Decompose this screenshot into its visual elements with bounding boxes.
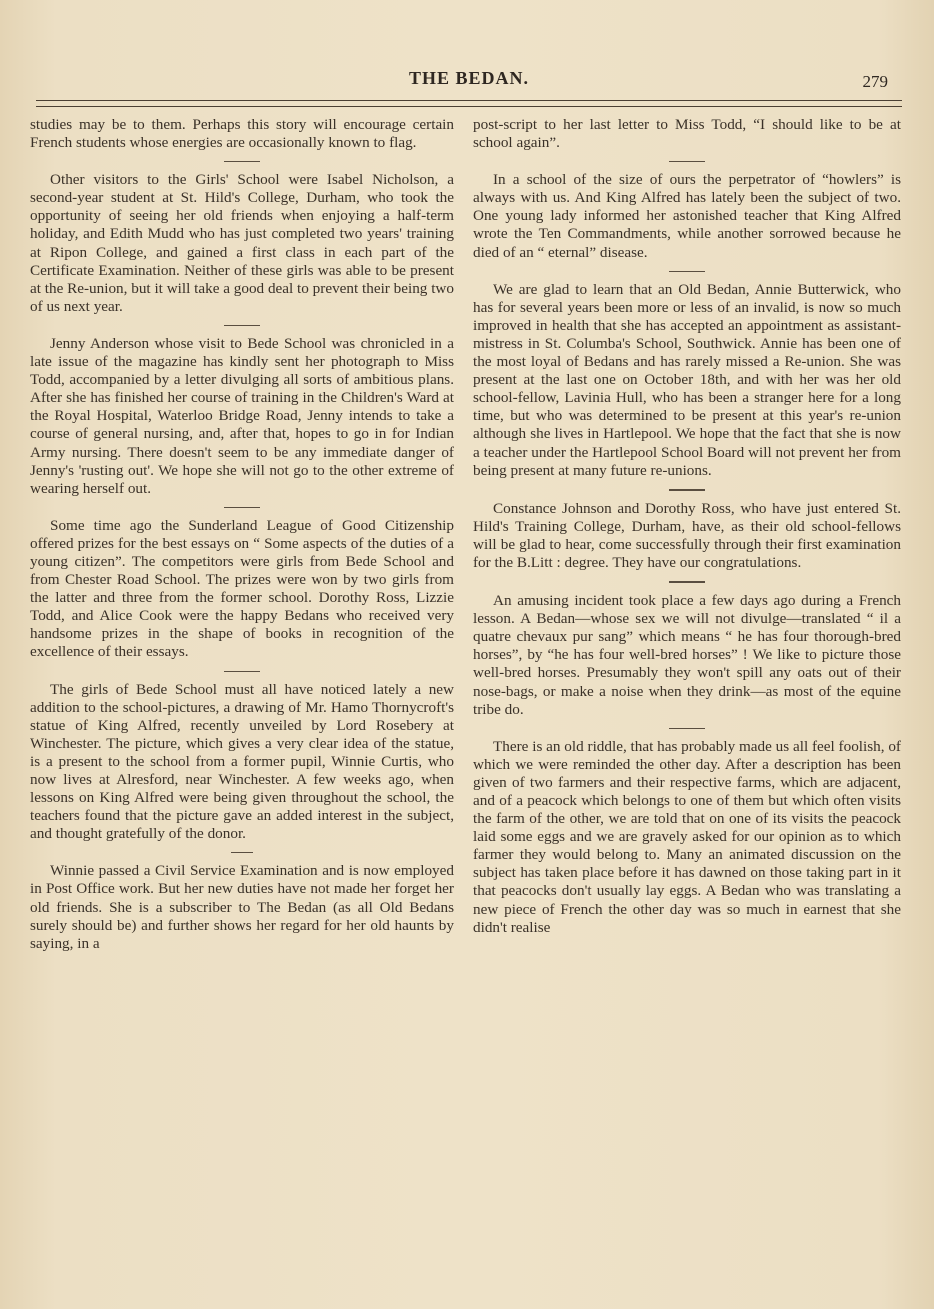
running-header bbox=[36, 68, 902, 96]
section-divider bbox=[224, 325, 260, 326]
header-double-rule bbox=[36, 100, 902, 107]
paragraph: Constance Johnson and Dorothy Ross, who have just entered St. Hild's Training College, Durham, have, as their old school-fellows will be glad to hear, come successfully through their first examination for the B.Litt : degree. They have our congratulations. bbox=[473, 499, 901, 571]
paragraph: We are glad to learn that an Old Bedan, Annie Butterwick, who has for several years been more or less of an invalid, is now so much improved in health that she has accepted an appointment as assistant-mistress in St. Columba's School, Southwick. Annie has been one of the most loyal of Bedans and has rarely missed a Re-union. She was present at the last one on October 18th, and with her was her old school-fellow, Lavinia Hull, who has been a stranger here for a long time, but who was determined to be present at this year's re-union although she lives in Hartlepool. We hope that the fact that she is now a teacher under the Hartlepool School Board will not prevent her from being present at many future re-unions. bbox=[473, 280, 901, 479]
paragraph: Jenny Anderson whose visit to Bede School was chronicled in a late issue of the magazine has kindly sent her photograph to Miss Todd, accompanied by a letter divulging all sorts of ambitious plans. After she has finished her course of training in the Children's Ward at the Royal Hospital, Waterloo Bridge Road, Jenny intends to take a course of general nursing, and, after that, hopes to go in for Indian Army nursing. There doesn't seem to be any immediate danger of Jenny's 'rusting out'. We hope she will not go to the other extreme of wearing herself out. bbox=[30, 334, 454, 497]
paragraph: In a school of the size of ours the perpetrator of “howlers” is always with us. And King Alfred has lately been the subject of two. One young lady informed her astonished teacher that King Alfred wrote the Ten Commandments, while another sorrowed because he died of an “ eternal” disease. bbox=[473, 171, 901, 261]
paragraph: An amusing incident took place a few days ago during a French lesson. A Bedan—whose sex we will not divulge—translated “ il a quatre chevaux pur sang” which means “ he has four thorough-bred horses”, by “he has four well-bred horses” ! We like to picture those well-bred horses. Presumably they won't spill any oats out of their nose-bags, or make a noise when they drink—as most of the equine tribe do. bbox=[473, 592, 901, 718]
section-divider bbox=[669, 161, 705, 162]
paragraph: The girls of Bede School must all have noticed lately a new addition to the school-pictures, a drawing of Mr. Hamo Thornycroft's statue of King Alfred, recently unveiled by Lord Rosebery at Winchester. The picture, which gives a very clear idea of the statue, is a present to the school from a former pupil, Winnie Curtis, who now lives at Alresford, near Winchester. A few weeks ago, when lessons on King Alfred were being given throughout the school, the teachers found that the picture gave an added interest in the subject, and thought gratefully of the donor. bbox=[30, 680, 454, 843]
page-number: 279 bbox=[862, 72, 888, 91]
section-divider bbox=[669, 271, 705, 272]
left-column bbox=[30, 116, 454, 953]
section-divider bbox=[231, 852, 253, 853]
right-column bbox=[473, 116, 901, 937]
section-divider bbox=[224, 671, 260, 672]
paragraph: Some time ago the Sunderland League of Good Citizenship offered prizes for the best essays on “ Some aspects of the duties of a young citizen”. The competitors were girls from Bede School and from Chester Road School. The prizes were won by two girls from the latter and three from the former school. Dorothy Ross, Lizzie Todd, and Alice Cook were the happy Bedans who received very handsome prizes in the shape of books in recognition of the excellence of their essays. bbox=[30, 516, 454, 661]
paragraph: post-script to her last letter to Miss Todd, “I should like to be at school again”. bbox=[473, 116, 901, 152]
paragraph: There is an old riddle, that has probably made us all feel foolish, of which we were reminded the other day. After a description has been given of two farmers and their respective farms, which are adjacent, and of a peacock which belongs to one of them but which often visits the farm of the other, we are told that on one of its visits the peacock laid some eggs and we are gravely asked for our opinion as to which farmer they would belong to. Many an animated discussion on the subject has taken place before it has dawned on those taking part in it that peacocks don't usually lay eggs. A Bedan who was translating a new piece of French the other day was so much in earnest that she didn't realise bbox=[473, 737, 901, 936]
paragraph: Winnie passed a Civil Service Examination and is now employed in Post Office work. But her new duties have not made her forget her old friends. She is a subscriber to The Bedan (as all Old Bedans surely should be) and further shows her regard for her old haunts by saying, in a bbox=[30, 862, 454, 952]
paragraph: Other visitors to the Girls' School were Isabel Nicholson, a second-year student at St. Hild's College, Durham, who took the opportunity of seeing her old friends when enjoying a half-term holiday, and Edith Mudd who has just completed two years' training at Ripon College, and gained a first class in each part of the Certificate Examination. Neither of these girls was able to be present at the Re-union, but it will take a good deal to prevent their being two of us next year. bbox=[30, 171, 454, 315]
section-divider bbox=[224, 161, 260, 162]
section-divider bbox=[669, 489, 705, 491]
section-divider bbox=[669, 728, 705, 729]
section-divider bbox=[669, 581, 705, 583]
section-divider bbox=[224, 507, 260, 508]
paragraph: studies may be to them. Perhaps this story will encourage certain French students whose energies are occasionally known to flag. bbox=[30, 116, 454, 152]
magazine-title: THE BEDAN. bbox=[408, 68, 530, 88]
